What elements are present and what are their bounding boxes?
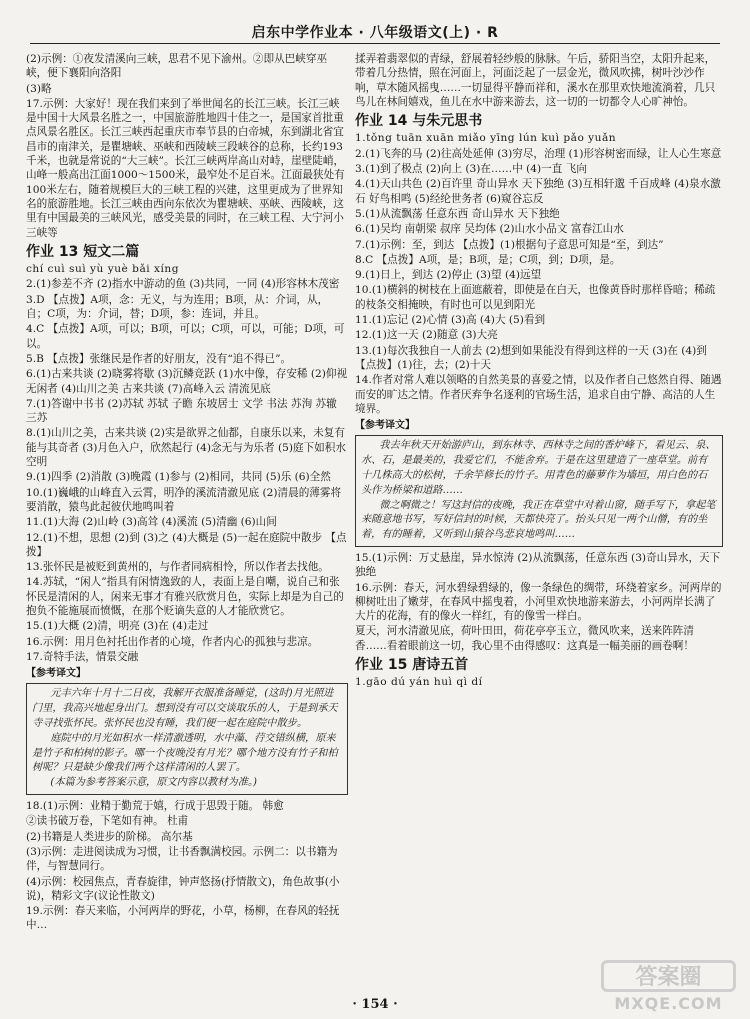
section-15-title: 作业 15 唐诗五首 <box>355 657 469 674</box>
section-14-title: 作业 14 与朱元思书 <box>355 113 483 130</box>
left-line: 17.示例：大家好！现在我们来到了举世闻名的长江三峡。长江三峡是中国十大风景名胜之一，中国旅游胜地四十佳之一，是国家首批重点风景名胜区。长江三峡西起重庆市奉节县的白帝城，东到湖北省宜昌市的南津关，是瞿塘峡、巫峡和西陵峡三段峡谷的总称，长约193千米，也就是常说的“大三峡”。长江三峡两岸高山对峙，崖壁陡峭，山峰一般高出江面1000～1500米，最窄处不足百米。江面最狭处有100米左右，随着规模巨大的三峡工程的兴建，这里更成为了世界知名的旅游胜地。长江三峡由西向东依次为瞿塘峡、巫峡、西陵峡，这里有中国最美的三峡风光，感受美景的同时，在三峡工程、大宁河小三峡等 <box>26 97 345 239</box>
answer-item: 19.示例：春天来临，小河两岸的野花，小草，杨柳，在春风的轻抚中… <box>26 905 340 932</box>
answer-item: 15.(1)示例：万丈悬崖，异水惊涛 (2)从流飘荡，任意东西 (3)奇山异水，天下独绝 <box>355 552 721 579</box>
answer-item: 8.C 【点拨】A项，是；B项，是；C项，到；D项，是。 <box>355 253 621 266</box>
section-15-pinyin: 1.gāo dú yán huì qì dí <box>355 676 483 689</box>
translation-box <box>355 435 723 547</box>
answer-item: 12.(1)不想，思想 (2)到 (3)之 (4)大概是 (5)一起在庭院中散步 【点拨】 <box>26 531 347 558</box>
right-column <box>355 52 723 987</box>
answer-item: 11.(1)忘记 (2)心情 (3)高 (4)大 (5)看到 <box>355 314 546 327</box>
left-line: (2)示例：①夜发清溪向三峡，思君不见下渝州。②即从巴峡穿巫峡，便下襄阳向洛阳 <box>26 53 328 80</box>
left-line: (3)略 <box>26 82 52 95</box>
header-rule <box>30 43 720 44</box>
right-line: 揉弄着翡翠似的青绿，舒展着轻纱般的脉脉。午后，骄阳当空，太阳升起来，带着几分热情，照在河面上，河面泛起了一层金光，微风吹拂，树叶沙沙作响，草木随风摇曳……一切显得平静而祥和，溪水在那里欢快地流淌着，几只鸟儿在林间嬉戏，鱼儿在水中游来游去，这一切的一切都令人心旷神怡。 <box>355 53 716 108</box>
answer-item: (2)书籍是人类进步的阶梯。 高尔基 <box>26 830 193 843</box>
answer-item: 5.(1)从流飘荡 任意东西 奇山异水 天下独绝 <box>355 207 560 220</box>
translation-paragraph: 微之啊微之！写这封信的夜晚，我正在草堂中对着山窗，随手写下，拿起笔来随意地书写，写好信封的时候，天都快亮了。抬头只见一两个山僧，有的坐着，有的睡着，又听到山猿谷鸟悲哀地鸣叫…… <box>361 499 716 541</box>
translation-paragraph: (本篇为参考答案示意，原文内容以教材为准。) <box>50 777 257 789</box>
watermark-text: 答案圈 <box>601 960 736 992</box>
answer-item: 3.(1)到了极点 (2)向上 (3)在……中 (4)一直 飞向 <box>355 163 587 176</box>
answer-item: 6.(1)吴均 南朝梁 叔庠 吴均体 (2)山水小品文 富春江山水 <box>355 223 624 236</box>
answer-item: 2.(1)飞奔的马 (2)往高处延伸 (3)穷尽，治理 (1)形容树密而绿，让人心生寒意 <box>355 147 722 160</box>
translation-box <box>26 683 348 795</box>
answer-item: 5.B 【点拨】张继民是作者的好朋友，没有“追不得已”。 <box>26 352 292 365</box>
answer-item: 4.(1)天山共色 (2)百许里 奇山异水 天下独绝 (3)互相轩邈 千百成峰 (4)泉水激石 好鸟相鸣 (5)经纶世务者 (6)窥谷忘反 <box>355 178 721 205</box>
answer-item: ②读书破万卷，下笔如有神。 杜甫 <box>26 815 189 828</box>
answer-item: 10.(1)巍峨的山峰直入云霄，明净的溪流清澈见底 (2)清晨的薄雾将要消散，猿鸟此起彼伏地鸣叫着 <box>26 486 342 513</box>
answer-item: 18.(1)示例：业精于勤荒于嬉，行成于思毁于随。 韩愈 <box>26 800 284 813</box>
answer-item: 7.(1)答谢中书书 (2)苏轼 苏轼 子瞻 东坡居士 文学 书法 苏洵 苏辙 三苏 <box>26 397 337 425</box>
section-14-pinyin: 1.tǒng tuān xuān miǎo yīng lún kuì pǎo yuǎn <box>355 132 617 145</box>
watermark-logo <box>601 960 736 1012</box>
answer-item: 16.示例：春天，河水碧绿碧绿的，像一条绿色的绸带，环绕着家乡。河两岸的柳树吐出了嫩芽，在春风中摇曳着，小河里欢快地游来游去，小河两岸长满了大片的花海，有的像火一样红，有的像雪一样白。 <box>355 581 722 623</box>
answer-item: 11.(1)大海 (2)山岭 (3)高耸 (4)溪流 (5)清幽 (6)山间 <box>26 516 277 529</box>
answer-item: 13.张怀民是被贬到黄州的，与作者同病相怜，所以作者去找他。 <box>26 561 329 574</box>
translation-paragraph: 元丰六年十月十二日夜，我解开衣服准备睡觉，(这时)月光照进门里，我高兴地起身出门。想到没有可以交谈取乐的人，于是到承天寺寻找张怀民。张怀民也没有睡，我们便一起在庭院中散步。 <box>32 688 338 730</box>
translation-paragraph: 我去年秋天开始游庐山，到东林寺、西林寺之间的香炉峰下，看见云、泉、水、石，是最美的，我爱它们，不能舍弃。于是在这里建造了一座草堂。前有十几株高大的松树，千余竿修长的竹子。用青色的藤萝作为墙垣，用白色的石头作为桥梁和道路…… <box>361 440 716 496</box>
watermark-url: MXQE.COM <box>614 994 723 1013</box>
answer-item: 17.奇特手法，情景交融 <box>26 650 139 663</box>
page-header: 启东中学作业本 · 八年级语文(上) · R <box>251 25 499 41</box>
reference-translation-label: 【参考译文】 <box>26 668 86 680</box>
left-column <box>26 52 348 987</box>
answer-item: 2.(1)参差不齐 (2)指水中游动的鱼 (3)共同，一同 (4)形容林木茂密 <box>26 278 340 291</box>
answer-item: 夏天，河水清澈见底，荷叶田田，荷花亭亭玉立，微风吹来，送来阵阵清香……看着眼前这一切，我心里不由得感叹：这真是一幅美丽的画卷啊！ <box>355 625 694 652</box>
section-13-pinyin: chí cuì suì yù yuè bǎi xíng <box>26 263 179 276</box>
answer-item: 10.(1)横斜的树枝在上面遮蔽着，即使是在白天，也像黄昏时那样昏暗；稀疏的枝条交相掩映，有时也可以见到阳光 <box>355 284 716 311</box>
answer-item: 14.苏轼，“闲人”指具有闲情逸致的人，表面上是自嘲，说自己和张怀民是清闲的人，闲来无事才有雅兴欣赏月色，实际上却是为自己的抱负不能施展而愤慨，在那个贬谪失意的人才能欣赏它。 <box>26 576 344 617</box>
answer-item: 9.(1)日上，到达 (2)停止 (3)望 (4)远望 <box>355 269 542 282</box>
reference-translation-label: 【参考译文】 <box>355 420 415 432</box>
page-number: · 154 · <box>352 997 398 1012</box>
answer-item: 9.(1)四季 (2)消散 (3)晚霞 (1)参与 (2)相同，共同 (5)乐 (6)全然 <box>26 471 331 484</box>
answer-item: 4.C 【点拨】A项，可以；B项，可以；C项，可以，可能；D项，可以。 <box>26 323 345 350</box>
answer-item: 12.(1)这一天 (2)随意 (3)大亮 <box>355 329 498 342</box>
answer-item: 15.(1)大概 (2)清，明亮 (3)在 (4)走过 <box>26 620 209 633</box>
section-13-title: 作业 13 短文二篇 <box>26 243 140 260</box>
answer-item: 7.(1)示例：至，到达 【点拨】(1)根据句子意思可知是“至，到达” <box>355 238 664 251</box>
answer-item: (3)示例：走进阅读成为习惯，让书香飘满校园。示例二：以书籍为伴，与智慧同行。 <box>26 845 338 873</box>
answer-item: 3.D 【点拨】A项，念：无义，与为连用；B项，从：介词，从，自；C项，为：介词，替；D项，参：连词，并且。 <box>26 293 329 321</box>
translation-paragraph: 庭院中的月光如积水一样清澈透明，水中藻、荇交错纵横，原来是竹子和柏树的影子。哪一个夜晚没有月光？哪个地方没有竹子和柏树呢？只是缺少像我们两个这样清闲的人罢了。 <box>32 732 338 774</box>
answer-item: 13.(1)每次我独自一人前去 (2)想到如果能没有得到这样的一天 (3)在 (4)到 【点拨】(1)往，去；(2)十天 <box>355 344 707 371</box>
answer-item: (4)示例：校园焦点，青春旋律，钟声悠扬(抒情散文)，角色故事(小说)，精彩文字(议论性散文) <box>26 875 340 902</box>
answer-item: 6.(1)古来共谈 (2)晓雾将歇 (3)沉鳞竞跃 (1)水中像，存安稀 (2)仰视 无闲者 (4)山川之美 古来共谈 (7)高峰入云 清流见底 <box>26 368 348 395</box>
answer-item: 14.作者对常人难以领略的自然美景的喜爱之情，以及作者自己悠然自得、随遇而安的旷达之情。作者厌弃争名逐利的官场生活，追求自由宁静、高洁的人生境界。 <box>355 374 722 415</box>
answer-item: 16.示例：用月色衬托出作者的心境，作者内心的孤独与悲凉。 <box>26 635 319 648</box>
answer-item: 8.(1)山川之美，古来共谈 (2)实是欲界之仙都，自康乐以来，未复有能与其奇者 (3)月色入户，欣然起行 (4)念无与为乐者 (5)庭下如积水空明 <box>26 427 346 469</box>
